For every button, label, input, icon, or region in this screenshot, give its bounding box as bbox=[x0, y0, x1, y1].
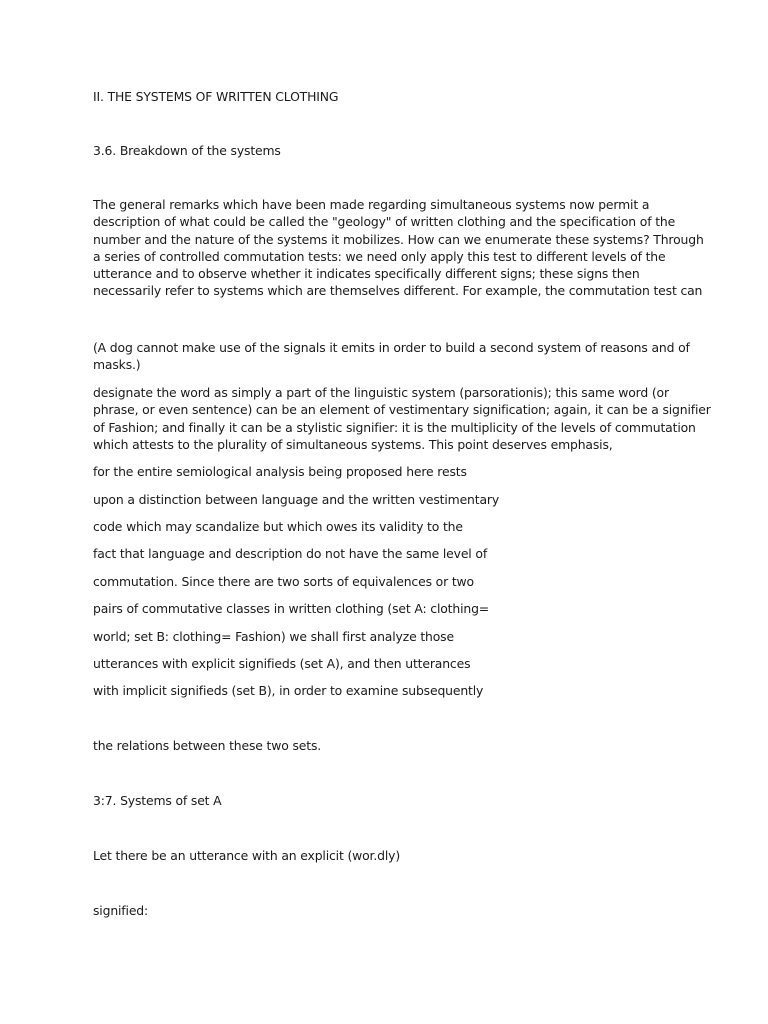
text-line: world; set B: clothing= Fashion) we shall first analyze those bbox=[93, 629, 454, 644]
paragraph-line: a series of controlled commutation tests: we need only apply this test to different levels of the bbox=[93, 248, 666, 264]
text-line: with implicit signifieds (set B), in order to examine subsequently bbox=[93, 683, 484, 698]
paragraph-line: The general remarks which have been made regarding simultaneous systems now permit a bbox=[93, 197, 650, 212]
dog-note bbox=[93, 339, 690, 374]
paragraph-commutation bbox=[93, 384, 711, 453]
section-heading-3-7: 3:7. Systems of set A bbox=[93, 793, 222, 808]
text-line: code which may scandalize but which owes its validity to the bbox=[93, 519, 463, 534]
paragraph-line: utterance and to observe whether it indicates specifically different signs; these signs then bbox=[93, 266, 640, 282]
paragraph-line: designate the word as simply a part of the linguistic system (parsorationis); this same word (or bbox=[93, 385, 669, 400]
text-line: for the entire semiological analysis being proposed here rests bbox=[93, 464, 467, 479]
paragraph-line: of Fashion; and finally it can be a stylistic signifier: it is the multiplicity of the levels of commutation bbox=[93, 419, 696, 435]
paragraph-line: which attests to the plurality of simultaneous systems. This point deserves emphasis, bbox=[93, 436, 613, 452]
text-line: fact that language and description do not have the same level of bbox=[93, 546, 488, 561]
paragraph-line: necessarily refer to systems which are themselves different. For example, the commutation test can bbox=[93, 283, 703, 299]
paragraph-line: number and the nature of the systems it mobilizes. How can we enumerate these systems? Through bbox=[93, 231, 704, 247]
text-line: Let there be an utterance with an explicit (wor.dly) bbox=[93, 848, 401, 863]
paragraph-geology bbox=[93, 196, 704, 300]
text-line: pairs of commutative classes in written clothing (set A: clothing= bbox=[93, 601, 490, 616]
text-line: utterances with explicit signifieds (set A), and then utterances bbox=[93, 656, 471, 671]
text-line: commutation. Since there are two sorts of equivalences or two bbox=[93, 574, 474, 589]
note-line: (A dog cannot make use of the signals it emits in order to build a second system of reasons and of bbox=[93, 340, 690, 355]
section-heading-3-6: 3.6. Breakdown of the systems bbox=[93, 143, 281, 158]
text-line: signified: bbox=[93, 903, 149, 918]
note-line: masks.) bbox=[93, 357, 141, 373]
text-line: upon a distinction between language and the written vestimentary bbox=[93, 492, 500, 507]
paragraph-line: description of what could be called the "geology" of written clothing and the specification of the bbox=[93, 214, 676, 230]
paragraph-line: phrase, or even sentence) can be an element of vestimentary signification; again, it can be a signifier bbox=[93, 402, 711, 418]
text-line: the relations between these two sets. bbox=[93, 738, 322, 753]
part-heading: II. THE SYSTEMS OF WRITTEN CLOTHING bbox=[93, 89, 339, 104]
